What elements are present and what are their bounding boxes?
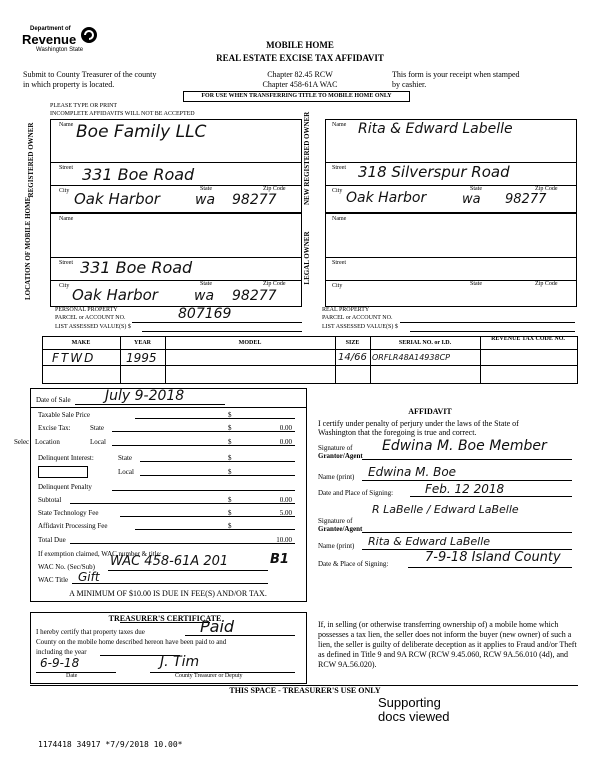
wac-no-label: WAC No. (Sec/Sub)	[38, 563, 95, 571]
dor-swirl-icon	[80, 26, 98, 44]
ro-zip-label: Zip Code	[263, 186, 286, 192]
no-street-label: Street	[332, 165, 346, 171]
vh-serial: SERIAL NO. or I.D.	[398, 340, 452, 346]
date-of-sale: July 9-2018	[105, 388, 185, 404]
grantor-name: Edwina M. Boe	[368, 465, 457, 479]
pp-assessed-label: LIST ASSESSED VALUE(S) $	[55, 324, 131, 330]
ro-name: Boe Family LLC	[76, 122, 207, 142]
lo-street-label: Street	[332, 260, 346, 266]
rp-label: REAL PROPERTY	[322, 307, 370, 313]
dept-state: Washington State	[36, 47, 84, 53]
location-label: LOCATION OF MOBILE HOME	[24, 196, 32, 300]
excise-tax-label: Excise Tax:	[38, 424, 71, 432]
no-zip-label: Zip Code	[535, 186, 558, 192]
no-name: Rita & Edward Labelle	[358, 121, 513, 137]
excise-local-label: Local	[90, 438, 106, 446]
lo-zip-label: Zip Code	[535, 281, 558, 287]
di-state-label: State	[118, 454, 132, 462]
affidavit-text1: I certify under penalty of perjury under the laws of the State of	[318, 419, 519, 428]
form-subtitle: REAL ESTATE EXCISE TAX AFFIDAVIT	[216, 53, 384, 63]
grantor-date: Feb. 12 2018	[425, 482, 505, 496]
excise-local-dollar: $	[228, 438, 232, 446]
supporting-docs	[378, 696, 450, 724]
location-tag: Location	[35, 438, 60, 446]
taxable-sale-price-label: Taxable Sale Price	[38, 411, 90, 419]
delinquent-interest-label: Delinquent Interest:	[38, 454, 94, 462]
affidavit-title: AFFIDAVIT	[408, 407, 452, 416]
registered-owner-label: REGISTERED OWNER	[27, 122, 35, 198]
tech-fee-dollar: $	[228, 509, 232, 517]
no-street: 318 Silverspur Road	[358, 163, 510, 181]
vh-revenue	[480, 336, 576, 343]
no-state-label: State	[470, 186, 482, 192]
exemption-label: If exemption claimed, WAC number & title:	[38, 550, 162, 558]
no-city: Oak Harbor	[346, 190, 427, 206]
fraud-notice: If, in selling (or otherwise transferring ownership of) a mobile home which possesses a tax lien, the seller does not inform the buyer (new owner) of such a lien, the seller is guilty of deliberate deception as it applies to Fraud and/or Theft as defined in Title 9 and 9A RCW (RCW 9.45.060, RCW 9A.56.010 (4d), and RCW 9A.56.020).	[318, 620, 577, 669]
subtotal-value: 0.00	[279, 496, 292, 504]
treasurer-date-label: Date	[66, 673, 78, 679]
rp-parcel-label: PARCEL or ACCOUNT NO.	[322, 315, 393, 321]
grantor-name-label: Name (print)	[318, 473, 355, 481]
submit-line2: in which property is located.	[23, 80, 115, 89]
no-zip: 98277	[505, 192, 547, 207]
excise-state-label: State	[90, 424, 104, 432]
di-local-dollar: $	[228, 468, 232, 476]
ro-state-label: State	[200, 186, 212, 192]
vh-size: SIZE	[345, 340, 360, 346]
legal-owner-box	[325, 213, 577, 307]
chapter-rcw: Chapter 82.45 RCW	[267, 70, 333, 79]
ro-city-label: City	[59, 188, 70, 194]
vh-model: MODEL	[238, 340, 262, 346]
supporting-line1: Supporting	[378, 695, 441, 710]
receipt-line1: This form is your receipt when stamped	[392, 70, 520, 79]
loc-street: 331 Boe Road	[80, 258, 193, 277]
grantee-date: 7-9-18 Island County	[425, 550, 561, 565]
form-title: MOBILE HOME	[266, 40, 334, 50]
treasurer-line3: including the year	[36, 648, 87, 656]
loc-city: Oak Harbor	[72, 286, 158, 304]
excise-local-value: 0.00	[279, 438, 292, 446]
sig-grantee-label1: Signature of	[318, 517, 353, 525]
vehicle-make: FTWD	[52, 351, 96, 365]
treasurer-line2: County on the mobile home described hereon have been paid to and	[36, 638, 227, 646]
loc-city-label: City	[59, 283, 70, 289]
loc-name-label: Name	[59, 216, 74, 222]
date-of-sale-label: Date of Sale	[36, 396, 71, 404]
submit-line1: Submit to County Treasurer of the county	[23, 70, 157, 79]
treasurer-sig-label: County Treasurer or Deputy	[175, 673, 243, 679]
di-local-label: Local	[118, 468, 134, 476]
vh-make: MAKE	[71, 340, 91, 346]
excise-state-dollar: $	[228, 424, 232, 432]
lo-city-label: City	[332, 283, 343, 289]
grantee-name-label: Name (print)	[318, 542, 355, 550]
pp-parcel-label: PARCEL or ACCOUNT NO.	[55, 315, 126, 321]
sig-grantee-label2: Grantee/Agent	[318, 525, 363, 533]
di-state-dollar: $	[228, 454, 232, 462]
loc-state-label: State	[200, 281, 212, 287]
pp-label: PERSONAL PROPERTY	[55, 307, 118, 313]
loc-zip-label: Zip Code	[263, 281, 286, 287]
lo-name-label: Name	[332, 216, 347, 222]
vh-revenue-text: REVENUE TAX CODE NO.	[491, 336, 565, 342]
dept-small: Department of	[30, 26, 71, 32]
delinquent-penalty-label: Delinquent Penalty	[38, 483, 92, 491]
rp-assessed-label: LIST ASSESSED VALUE(S) $	[322, 324, 398, 330]
treasurer-title: TREASURER'S CERTIFICATE	[108, 614, 222, 623]
ro-city: Oak Harbor	[74, 190, 160, 208]
subtotal-label: Subtotal	[38, 496, 62, 504]
print-note: PLEASE TYPE OR PRINT	[50, 103, 118, 109]
stray-select-text: Selec	[14, 438, 30, 446]
treasurer-use: THIS SPACE - TREASURER'S USE ONLY	[229, 686, 381, 695]
incomplete-note: INCOMPLETE AFFIDAVITS WILL NOT BE ACCEPTED	[50, 111, 195, 117]
no-state: wa	[462, 192, 481, 207]
vehicle-year: 1995	[126, 351, 157, 365]
treasurer-sig: J. Tim	[160, 654, 200, 670]
vehicle-size: 14/66	[338, 352, 367, 363]
ro-name-label: Name	[59, 122, 74, 128]
ro-zip: 98277	[232, 192, 277, 208]
affidavit-fee-dollar: $	[228, 522, 232, 530]
dept-big: Revenue	[22, 32, 77, 47]
vehicle-serial: ORFLR48A14938CP	[372, 353, 450, 362]
tsp-dollar: $	[228, 411, 232, 419]
di-local-checkbox[interactable]	[38, 466, 88, 478]
sig-grantee: R LaBelle / Edward LaBelle	[372, 503, 519, 516]
loc-zip: 98277	[232, 288, 277, 304]
grantee-name: Rita & Edward LaBelle	[368, 535, 491, 548]
affidavit-text2: Washington that the foregoing is true and correct.	[318, 428, 477, 437]
excise-state-value: 0.00	[279, 424, 292, 432]
new-owner-label: NEW REGISTERED OWNER	[303, 111, 311, 205]
vh-year: YEAR	[133, 340, 151, 346]
sig-grantor-label2: Grantor/Agent	[318, 452, 363, 460]
treasurer-line1: I hereby certify that property taxes due	[36, 628, 145, 636]
lo-state-label: State	[470, 281, 482, 287]
receipt-stamp: 1174418 34917 *7/9/2018 10.00*	[38, 740, 183, 749]
loc-street-label: Street	[59, 260, 73, 266]
no-city-label: City	[332, 188, 343, 194]
pp-parcel: 807169	[178, 306, 232, 322]
grantee-date-label: Date & Place of Signing:	[318, 560, 389, 568]
receipt-line2: by cashier.	[392, 80, 427, 89]
minimum-note: A MINIMUM OF $10.00 IS DUE IN FEE(S) AND/OR TAX.	[69, 589, 267, 598]
treasurer-date: 6-9-18	[40, 656, 80, 670]
tech-fee-value: 5.00	[279, 509, 292, 517]
treasurer-paid: Paid	[200, 617, 235, 636]
dor-logo	[20, 26, 100, 60]
ro-street: 331 Boe Road	[82, 165, 195, 184]
tech-fee-label: State Technology Fee	[38, 509, 99, 517]
wac-title: Gift	[78, 570, 100, 584]
total-due-label: Total Due	[38, 536, 66, 544]
sig-grantor: Edwina M. Boe Member	[382, 438, 547, 454]
loc-state: wa	[194, 288, 215, 304]
subtotal-dollar: $	[228, 496, 232, 504]
total-due-value: 10.00	[276, 536, 292, 544]
wac-no: WAC 458-61A 201	[110, 554, 229, 569]
transfer-note: FOR USE WHEN TRANSFERRING TITLE TO MOBILE HOME ONLY	[183, 91, 410, 102]
wac-title-label: WAC Title	[38, 576, 69, 584]
ro-state: wa	[195, 192, 216, 208]
sig-grantor-label1: Signature of	[318, 444, 353, 452]
supporting-line2: docs viewed	[378, 709, 450, 724]
ro-street-label: Street	[59, 165, 73, 171]
affidavit-fee-label: Affidavit Processing Fee	[38, 522, 108, 530]
no-name-label: Name	[332, 122, 347, 128]
wac-no-extra: B1	[270, 552, 289, 567]
chapter-wac: Chapter 458-61A WAC	[262, 80, 338, 89]
grantor-date-label: Date and Place of Signing:	[318, 489, 394, 497]
legal-owner-label: LEGAL OWNER	[303, 231, 311, 285]
